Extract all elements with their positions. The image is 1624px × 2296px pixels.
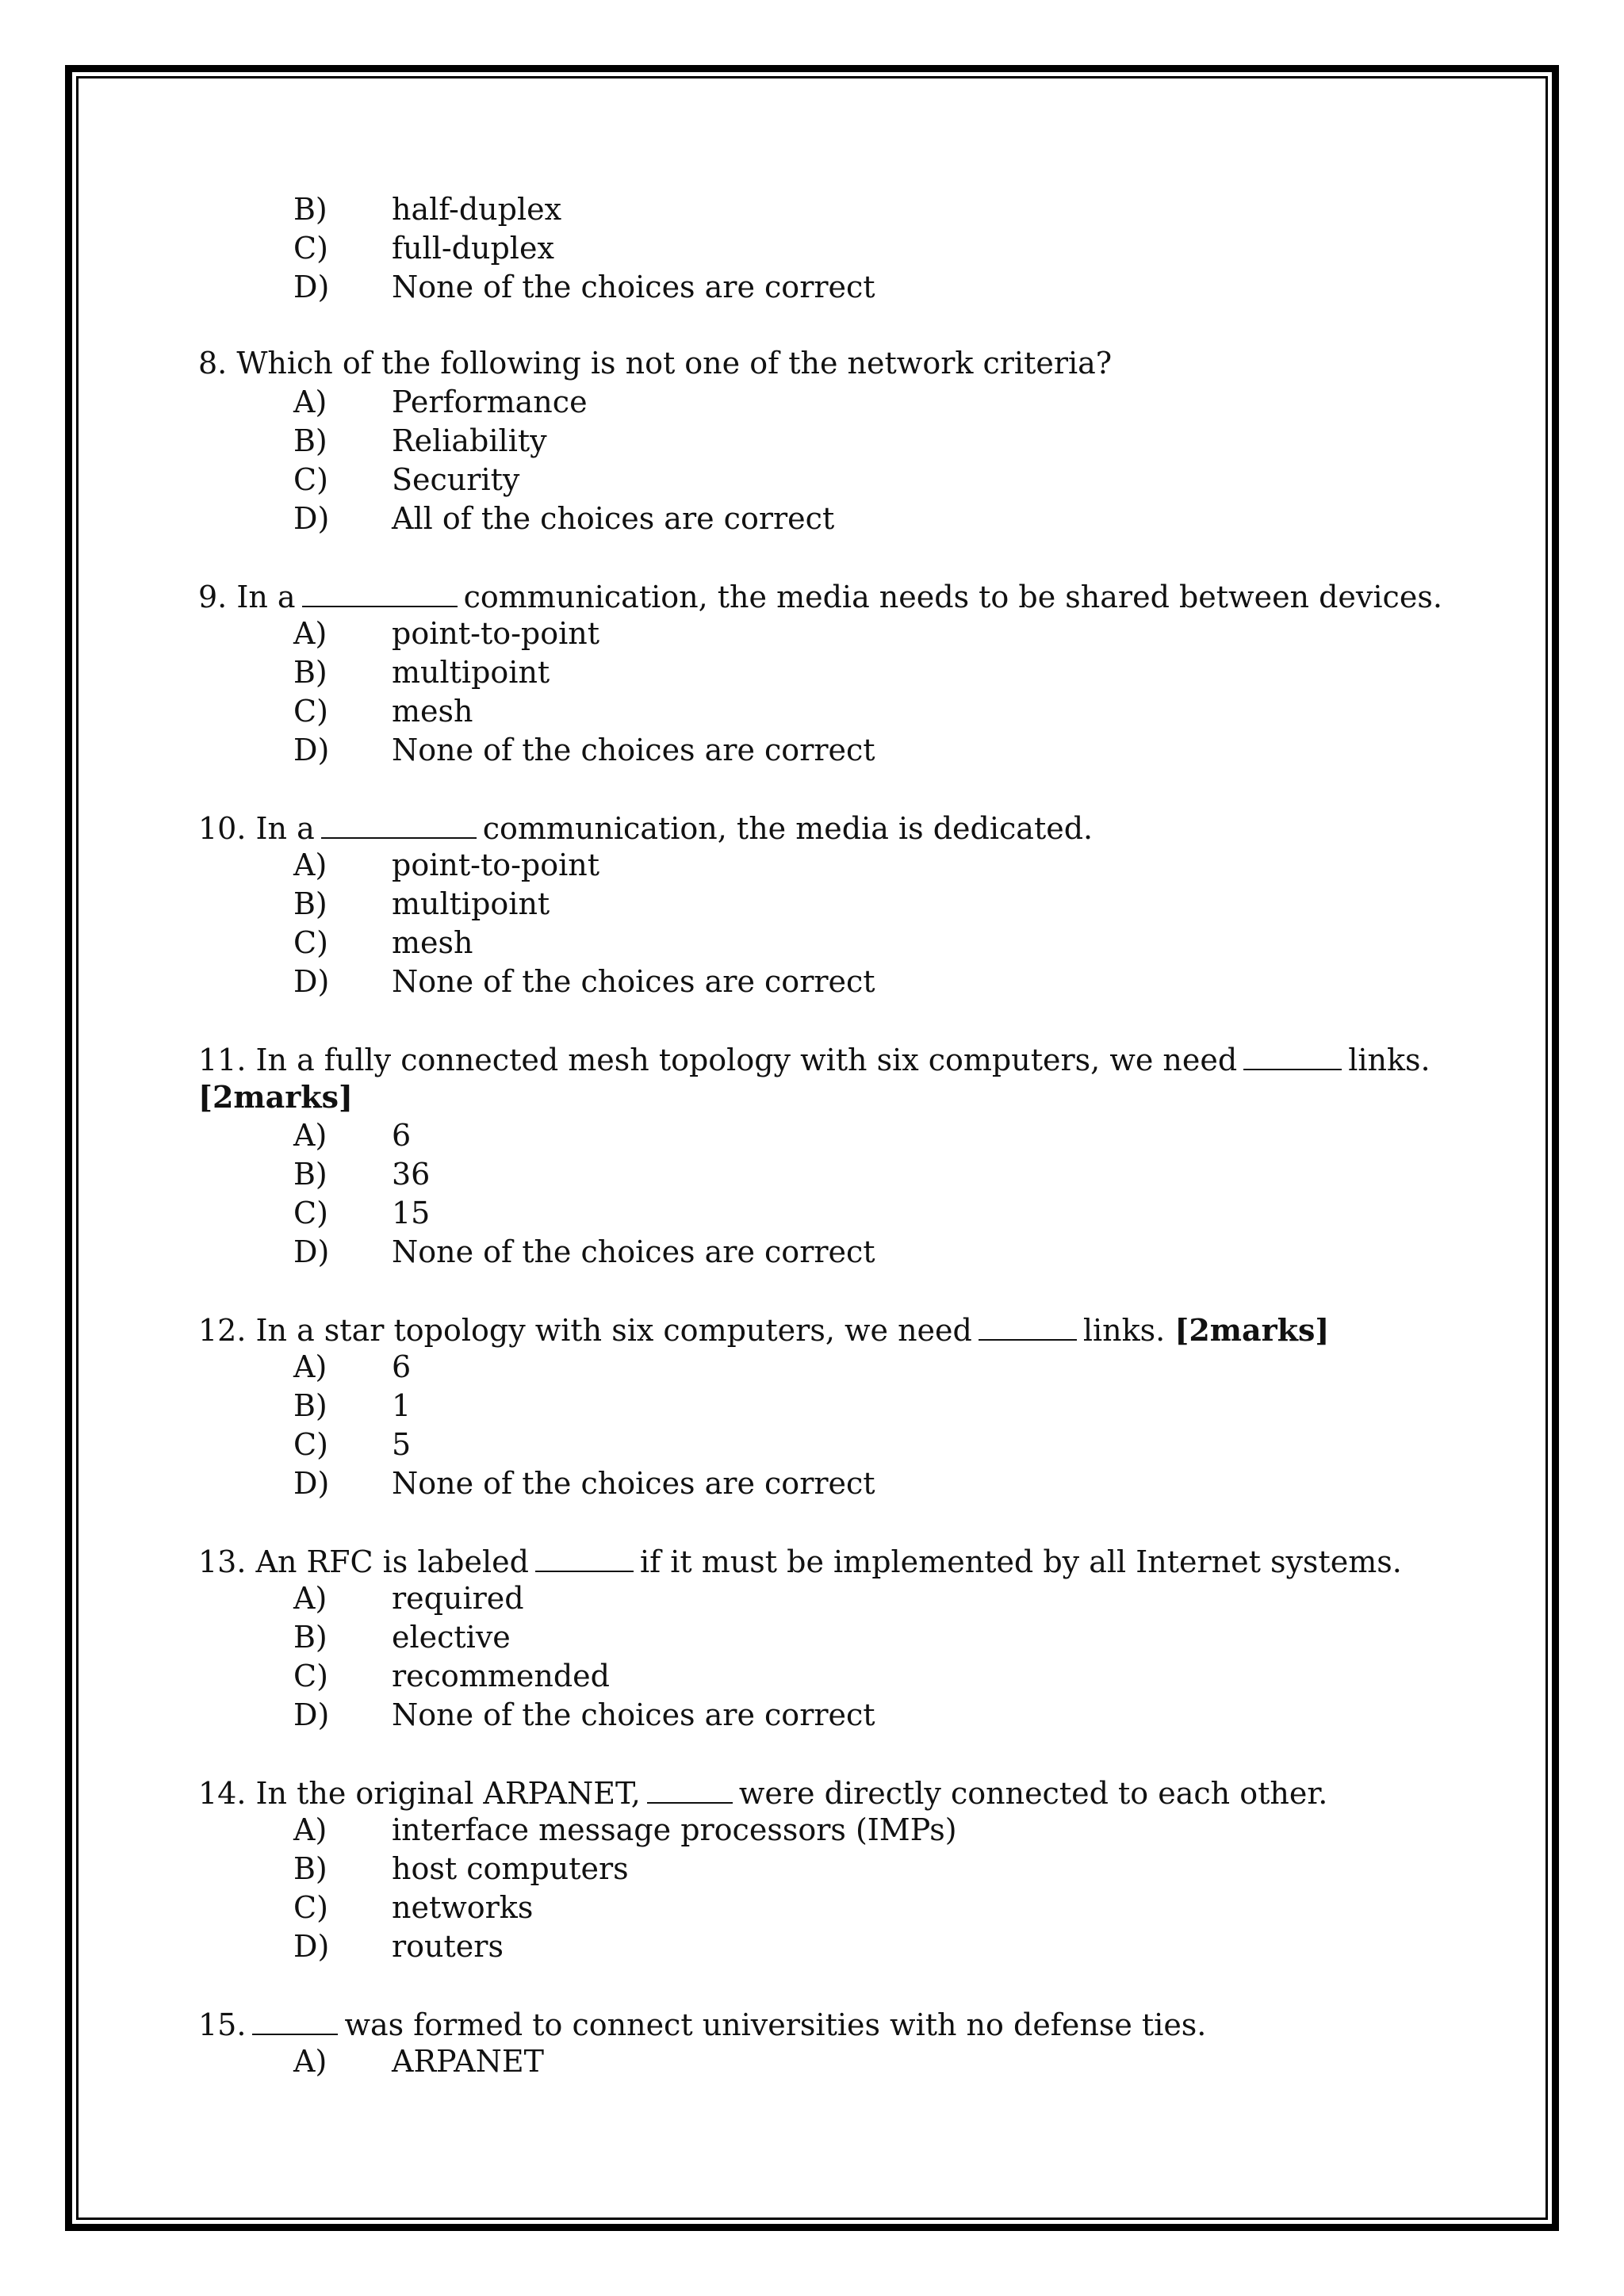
option-text: 15 — [392, 1196, 431, 1230]
option-row — [198, 190, 1435, 229]
option-row — [198, 846, 1435, 885]
option-row — [198, 1116, 1435, 1155]
option-text: interface message processors (IMPs) — [392, 1812, 957, 1847]
answer-blank — [979, 1309, 1077, 1341]
question-15 — [198, 2003, 1435, 2081]
option-letter: A) — [293, 1812, 327, 1847]
option-row — [198, 614, 1435, 653]
answer-blank — [321, 807, 477, 839]
option-text: Performance — [392, 385, 588, 419]
question-text-post: links. — [1348, 1043, 1431, 1077]
option-row — [198, 653, 1435, 692]
option-row — [198, 1194, 1435, 1233]
question-text — [198, 1540, 1435, 1579]
question-text — [198, 1772, 1435, 1811]
option-letter: D) — [293, 1234, 330, 1269]
option-row — [198, 1233, 1435, 1272]
question-10 — [198, 807, 1435, 1001]
option-text: Security — [392, 462, 520, 497]
option-text: networks — [392, 1890, 534, 1925]
answer-blank — [302, 576, 458, 607]
option-text: None of the choices are correct — [392, 270, 875, 304]
option-text: ARPANET — [392, 2044, 544, 2079]
option-row — [198, 731, 1435, 770]
option-letter: C) — [293, 1196, 328, 1230]
question-text-pre: 11. In a fully connected mesh topology with six computers, we need — [198, 1043, 1238, 1077]
option-letter: B) — [293, 1388, 327, 1423]
option-row — [198, 1425, 1435, 1464]
option-text: multipoint — [392, 886, 550, 921]
option-text: Reliability — [392, 423, 547, 458]
marks-label: [2marks] — [1174, 1312, 1330, 1348]
option-text: 6 — [392, 1349, 412, 1384]
option-text: required — [392, 1581, 524, 1616]
option-row — [198, 229, 1435, 268]
question-8 — [198, 344, 1435, 538]
option-row — [198, 1888, 1435, 1927]
option-text: 5 — [392, 1427, 412, 1462]
option-text: point-to-point — [392, 616, 600, 651]
option-letter: D) — [293, 733, 330, 767]
question-text-post: was formed to connect universities with no defense ties. — [344, 2007, 1207, 2042]
marks-label: [2marks] — [198, 1079, 353, 1115]
option-letter: D) — [293, 1466, 330, 1501]
option-letter: C) — [293, 1890, 328, 1925]
option-row — [198, 422, 1435, 461]
option-letter: A) — [293, 2044, 327, 2079]
option-row — [198, 692, 1435, 731]
question-text-post: were directly connected to each other. — [738, 1776, 1328, 1811]
option-row — [198, 1696, 1435, 1735]
option-text: recommended — [392, 1659, 610, 1693]
option-row — [198, 499, 1435, 538]
option-text: multipoint — [392, 655, 550, 690]
option-row — [198, 1850, 1435, 1888]
option-letter: D) — [293, 270, 330, 304]
option-row — [198, 1464, 1435, 1503]
option-letter: D) — [293, 1697, 330, 1732]
option-letter: D) — [293, 501, 330, 536]
option-text: None of the choices are correct — [392, 1234, 875, 1269]
option-row — [198, 1657, 1435, 1696]
question-14 — [198, 1772, 1435, 1966]
answer-blank — [647, 1772, 733, 1804]
question-11 — [198, 1039, 1435, 1272]
option-letter: C) — [293, 925, 328, 960]
option-text: None of the choices are correct — [392, 1697, 875, 1732]
question-text-post: communication, the media is dedicated. — [482, 811, 1094, 846]
question-text-post: communication, the media needs to be shared between devices. — [463, 580, 1442, 614]
question-9 — [198, 576, 1442, 770]
question-7-tail — [198, 190, 1435, 307]
option-text: half-duplex — [392, 192, 562, 227]
option-text: host computers — [392, 1851, 629, 1886]
option-row — [198, 1155, 1435, 1194]
option-text: 36 — [392, 1157, 431, 1192]
option-letter: D) — [293, 1929, 330, 1964]
option-text: routers — [392, 1929, 504, 1964]
option-letter: A) — [293, 1349, 327, 1384]
option-text: All of the choices are correct — [392, 501, 835, 536]
question-13 — [198, 1540, 1435, 1735]
option-letter: A) — [293, 616, 327, 651]
option-letter: A) — [293, 1581, 327, 1616]
question-text — [198, 807, 1435, 846]
option-row — [198, 2042, 1435, 2081]
question-text-pre: 14. In the original ARPANET, — [198, 1776, 641, 1811]
answer-blank — [535, 1540, 634, 1572]
option-letter: C) — [293, 462, 328, 497]
question-text — [198, 2003, 1435, 2042]
option-text: None of the choices are correct — [392, 964, 875, 999]
question-text-pre: 15. — [198, 2007, 247, 2042]
question-text-pre: 9. In a — [198, 580, 296, 614]
option-letter: B) — [293, 192, 327, 227]
question-text-post: if it must be implemented by all Internet systems. — [639, 1544, 1402, 1579]
answer-blank — [252, 2003, 338, 2035]
option-letter: A) — [293, 385, 327, 419]
option-letter: B) — [293, 655, 327, 690]
option-row — [198, 268, 1435, 307]
option-letter: A) — [293, 848, 327, 882]
question-text-pre: 10. In a — [198, 811, 315, 846]
option-letter: A) — [293, 1118, 327, 1153]
option-letter: B) — [293, 886, 327, 921]
option-letter: D) — [293, 964, 330, 999]
option-letter: C) — [293, 694, 328, 729]
option-row — [198, 461, 1435, 499]
option-letter: C) — [293, 1427, 328, 1462]
option-letter: B) — [293, 1851, 327, 1886]
option-text: 6 — [392, 1118, 412, 1153]
question-text-post: links. — [1082, 1313, 1166, 1348]
option-letter: C) — [293, 1659, 328, 1693]
option-text: mesh — [392, 694, 473, 729]
option-letter: B) — [293, 1620, 327, 1655]
option-row — [198, 1348, 1435, 1387]
question-text-pre: 12. In a star topology with six computers, we need — [198, 1313, 972, 1348]
option-text: full-duplex — [392, 231, 554, 266]
option-row — [198, 885, 1435, 924]
question-12 — [198, 1309, 1435, 1503]
option-text: 1 — [392, 1388, 412, 1423]
exam-content — [198, 190, 1442, 2081]
option-row — [198, 962, 1435, 1001]
option-row — [198, 1927, 1435, 1966]
option-letter: C) — [293, 231, 328, 266]
option-text: elective — [392, 1620, 511, 1655]
option-text: mesh — [392, 925, 473, 960]
question-text — [198, 576, 1442, 614]
option-row — [198, 1618, 1435, 1657]
option-text: None of the choices are correct — [392, 733, 875, 767]
question-text — [198, 1039, 1435, 1077]
option-row — [198, 1387, 1435, 1425]
option-row — [198, 924, 1435, 962]
answer-blank — [1243, 1039, 1342, 1070]
question-text-pre: 13. An RFC is labeled — [198, 1544, 529, 1579]
option-row — [198, 1579, 1435, 1618]
option-row — [198, 1811, 1435, 1850]
question-text: 8. Which of the following is not one of the network criteria? — [198, 346, 1113, 381]
option-letter: B) — [293, 423, 327, 458]
option-row — [198, 383, 1435, 422]
option-text: point-to-point — [392, 848, 600, 882]
option-letter: B) — [293, 1157, 327, 1192]
question-text — [198, 1309, 1435, 1348]
option-text: None of the choices are correct — [392, 1466, 875, 1501]
